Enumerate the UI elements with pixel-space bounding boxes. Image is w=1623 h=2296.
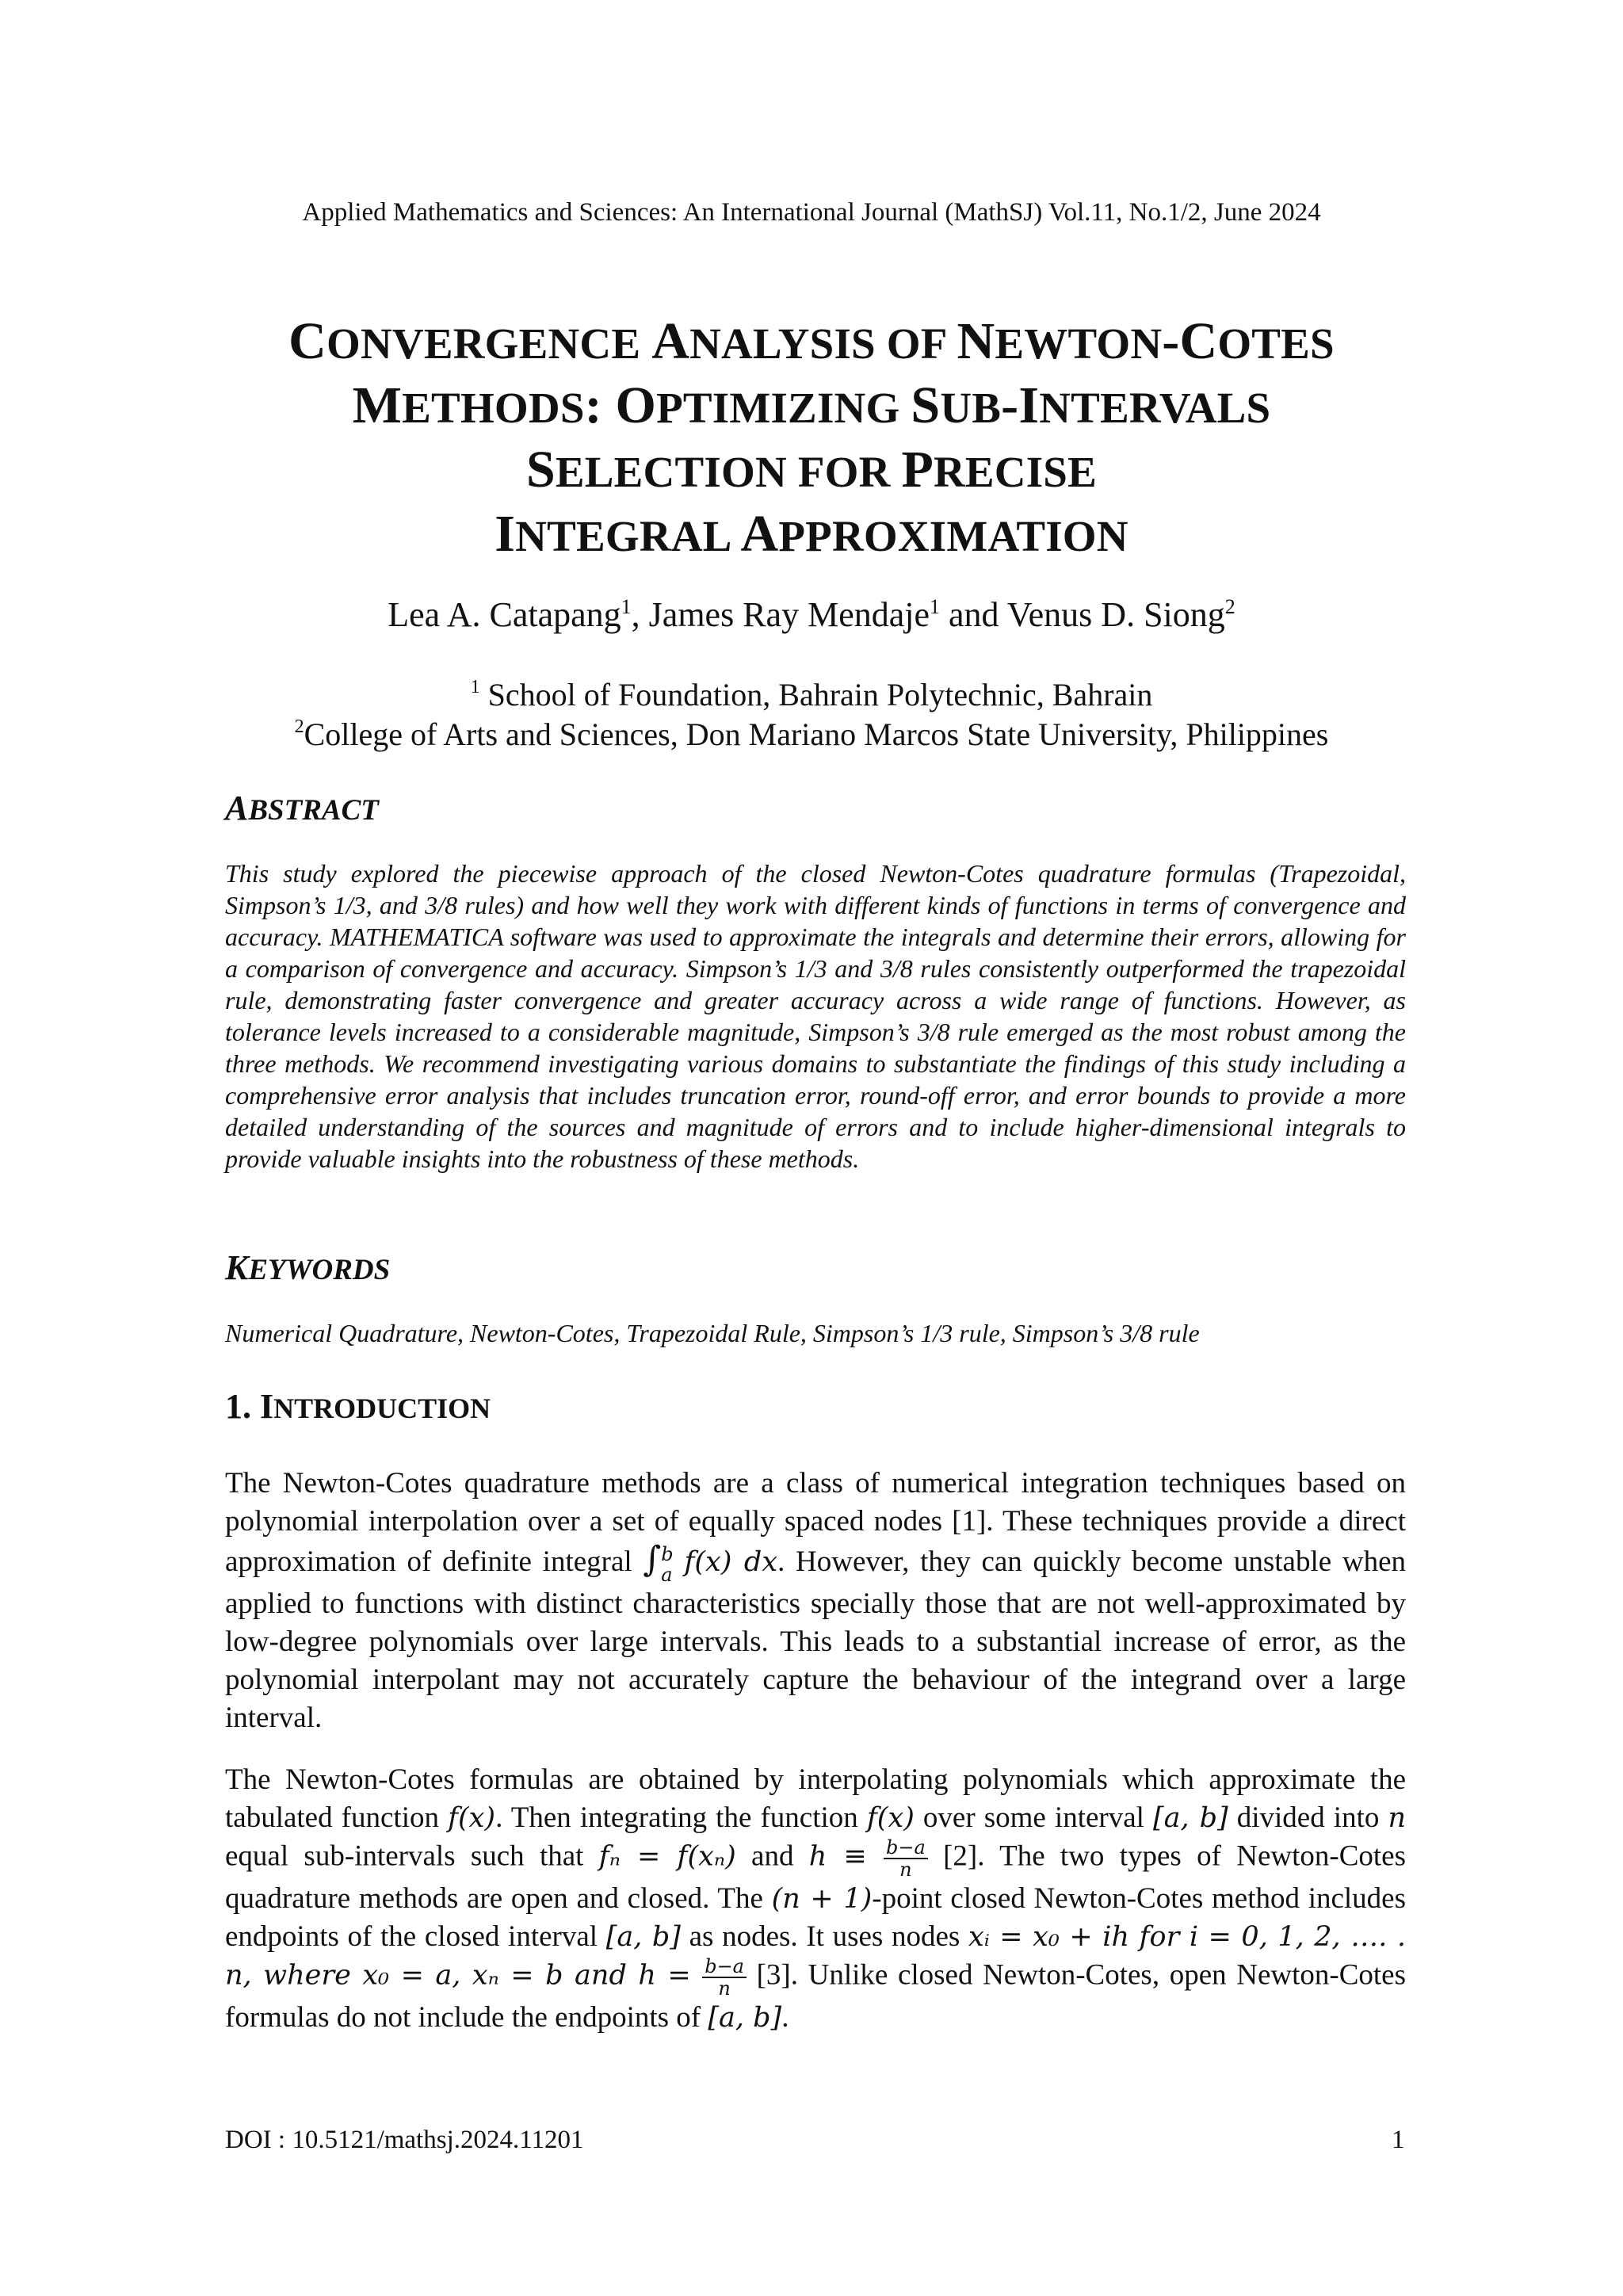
title-line-3: SELECTION FOR PRECISE	[526, 441, 1097, 499]
keywords-heading: KEYWORDS	[225, 1248, 391, 1287]
author-3: Venus D. Siong	[1006, 595, 1225, 634]
title-line-2: METHODS: OPTIMIZING SUB-INTERVALS	[352, 376, 1271, 434]
title-line-1: CONVERGENCE ANALYSIS OF NEWTON-COTES	[288, 312, 1335, 370]
abstract-text: This study explored the piecewise approach of the closed Newton-Cotes quadrature formulas (Trapezoidal, Simpson’s 1/3, and 3/8 rules) and how well they work with different kinds of functions in terms of convergence and accuracy. MATHEMATICA software was used to approximate the integrals and determine their errors, allowing for a comparison of convergence and accuracy. Simpson’s 1/3 and 3/8 rules consistently outperformed the trapezoidal rule, demonstrating faster convergence and greater accuracy across a wide range of functions. However, as tolerance levels increased to a considerable magnitude, Simpson’s 3/8 rule emerged as the most robust among the three methods. We recommend investigating various domains to substantiate the findings of this study including a comprehensive error analysis that includes truncation error, round-off error, and error bounds to provide a more detailed understanding of the sources and magnitude of errors and to include higher-dimensional integrals to provide valuable insights into the robustness of these methods.	[225, 859, 1406, 1173]
fraction-h: $\frac{b-a}{n}$	[884, 1837, 928, 1880]
author-2: James Ray Mendaje	[648, 595, 930, 634]
integral-sign: ∫	[643, 1539, 662, 1580]
intro-paragraph-1: The Newton-Cotes quadrature methods are a class of numerical integration techniques based on polynomial interpolation over a set of equally spaced nodes [1]. These techniques provide a direct approximation of definite integral ∫ b a f(x) dx. However, they can quickly become unstable when applied to functions with distinct characteristics specially those that are not well-approximated by low-degree polynomials over large intervals. This leads to a substantial increase of error, as the polynomial interpolant may not accurately capture the behaviour of the integrand over a large interval.	[225, 1467, 1407, 1734]
keywords-text: Numerical Quadrature, Newton-Cotes, Trapezoidal Rule, Simpson’s 1/3 rule, Simpson’s 3/8 rule	[225, 1319, 1200, 1347]
affiliation-2: $^2$College of Arts and Sciences, Don Mariano Marcos State University, Philippines	[294, 716, 1329, 752]
introduction-heading: 1. INTRODUCTION	[225, 1387, 491, 1426]
author-list: Lea A. Catapang$^1$, James Ray Mendaje$^1$ and Venus D. Siong$^2$	[388, 595, 1235, 634]
page-number: 1	[1392, 2126, 1405, 2154]
title-line-4: INTEGRAL APPROXIMATION	[495, 505, 1128, 563]
integral-limits: b a	[661, 1542, 674, 1586]
affiliation-1: $^1$ School of Foundation, Bahrain Polytechnic, Bahrain	[470, 677, 1153, 712]
intro-paragraph-2: The Newton-Cotes formulas are obtained by interpolating polynomials which approximate the tabulated function f(x). Then integrating the function f(x) over some interval [a, b] divided into n equal sub-intervals such that fₙ = f(xₙ) and h ≡ $\frac{b-a}{n}$ [2]. The two types of Newton-Cotes quadrature methods are open and closed. The (n + 1)-point closed Newton-Cotes method includes endpoints of the closed interval [a, b] as nodes. It uses nodes xᵢ = x₀ + ih for i = 0, 1, 2, …. . n, where x₀ = a, xₙ = b and h = $\frac{b-a}{n}$ [3]. Unlike closed Newton-Cotes, open Newton-Cotes formulas do not include the endpoints of [a, b].	[225, 1763, 1406, 2034]
fraction-h-2: $\frac{b-a}{n}$	[702, 1956, 747, 1999]
abstract-heading: ABSTRACT	[225, 789, 379, 827]
paper-title	[198, 311, 1425, 567]
doi-footer: DOI : 10.5121/mathsj.2024.11201	[225, 2126, 584, 2154]
journal-header: Applied Mathematics and Sciences: An International Journal (MathSJ) Vol.11, No.1/2, June 2024	[302, 198, 1321, 227]
author-1: Lea A. Catapang	[388, 595, 621, 634]
